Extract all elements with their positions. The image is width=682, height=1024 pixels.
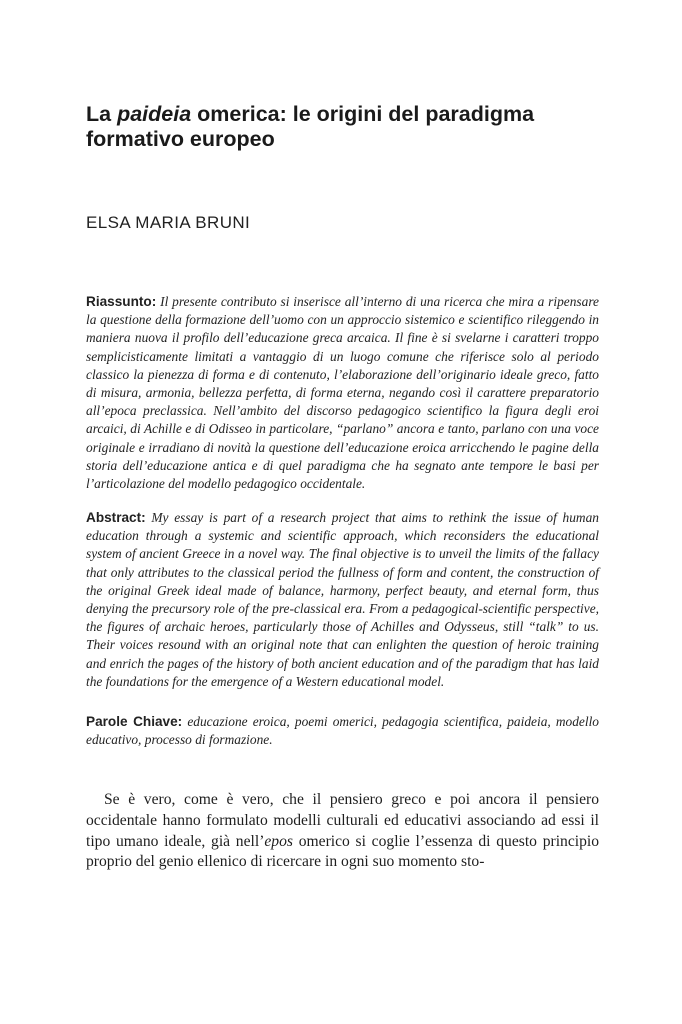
abstract-paragraph bbox=[86, 509, 599, 691]
keywords-label: Parole Chiave: bbox=[86, 714, 183, 729]
body-paragraph bbox=[86, 790, 599, 873]
title-part-2: omerica: le origini del paradigma formativo europeo bbox=[86, 102, 535, 151]
riassunto-label: Riassunto: bbox=[86, 294, 157, 309]
title-part-1: La bbox=[86, 102, 118, 126]
keywords-paragraph bbox=[86, 713, 599, 749]
abstract-label: Abstract: bbox=[86, 510, 146, 525]
riassunto-text: Il presente contributo si inserisce all’interno di una ricerca che mira a ripensare la questione della formazione dell’uomo con un approccio sistemico e scientifico rileggendo in maniera nuova il profilo dell’educazione greca arcaica. Il fine è si svelarne i caratteri troppo semplicisticamente limitati a vantaggio di un luogo comune che riferisce solo al periodo classico la pienezza di forma e di contenuto, l’elaborazione dell’originario ideale greco, fatto di misura, armonia, bellezza perfetta, di forma eterna, negando così il carattere preparatorio all’epoca preclassica. Nell’ambito del discorso pedagogico scientifico la figura degli eroi arcaici, di Achille e di Odisseo in particolare, “parlano” ancora e tanto, parlano con una voce originale e irradiano di novità la questione dell’educazione eroica arricchendo le pagine della storia dell’educazione antica e di quel paradigma che ha segnato ante tempore le basi per l’articolazione del modello pedagogico occidentale. bbox=[86, 294, 599, 492]
keywords-text: educazione eroica, poemi omerici, pedagogia scientifica, paideia, modello educativo, processo di formazione. bbox=[86, 714, 599, 748]
abstract-text: My essay is part of a research project that aims to rethink the issue of human education through a systemic and scientific approach, which reconsiders the educational system of ancient Greece in a novel way. The final objective is to unveil the limits of the fallacy that only attributes to the classical period the fullness of form and content, the construction of the original Greek ideal made of balance, harmony, perfect beauty, and eternal form, thus denying the precursory role of the pre-classical era. From a pedagogical-scientific perspective, the figures of archaic heroes, particularly those of Achilles and Odysseus, still “talk” to us. Their voices resound with an original note that can enlighten the question of heroic training and enrich the pages of the history of both ancient education and of the paradigm that has laid the foundations for the emergence of a Western educational model. bbox=[86, 510, 599, 689]
riassunto-paragraph bbox=[86, 293, 599, 493]
body-text-end: omerico si coglie l’essenza di questo principio proprio del genio ellenico di ricercare in ogni suo momento sto- bbox=[86, 832, 599, 871]
body-text-start: Se è vero, come è vero, che il pensiero greco e poi ancora il pensiero occidentale hanno formulato modelli culturali ed educativi associando ad essi il tipo umano ideale, già nell’ bbox=[86, 791, 599, 850]
body-italic-term: epos bbox=[264, 832, 293, 850]
author-name: ELSA MARIA BRUNI bbox=[86, 213, 251, 232]
article-title bbox=[86, 102, 599, 152]
title-italic-term: paideia bbox=[117, 102, 192, 126]
